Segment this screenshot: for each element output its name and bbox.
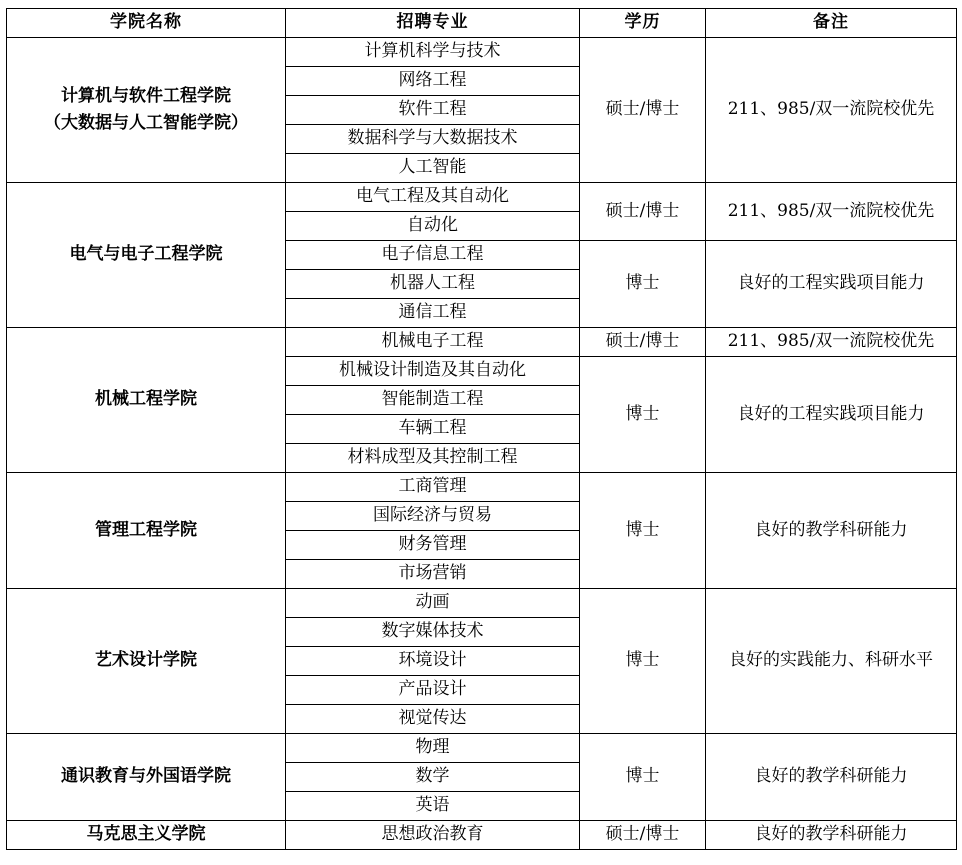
college-name-marxism: 马克思主义学院 <box>7 821 286 850</box>
degree-cell: 博士 <box>580 241 706 328</box>
college-name-line2: （大数据与人工智能学院） <box>44 113 248 133</box>
major-cell: 自动化 <box>286 212 580 241</box>
major-cell: 视觉传达 <box>286 705 580 734</box>
major-cell: 机器人工程 <box>286 270 580 299</box>
college-name-general-education: 通识教育与外国语学院 <box>7 734 286 821</box>
remark-cell: 211、985/双一流院校优先 <box>706 38 957 183</box>
degree-cell: 硕士/博士 <box>580 38 706 183</box>
remark-cell: 211、985/双一流院校优先 <box>706 328 957 357</box>
degree-cell: 硕士/博士 <box>580 821 706 850</box>
major-cell: 数学 <box>286 763 580 792</box>
header-remark: 备注 <box>706 9 957 38</box>
major-cell: 电子信息工程 <box>286 241 580 270</box>
table-row <box>7 734 957 763</box>
major-cell: 网络工程 <box>286 67 580 96</box>
major-cell: 机械电子工程 <box>286 328 580 357</box>
major-cell: 财务管理 <box>286 531 580 560</box>
degree-cell: 博士 <box>580 357 706 473</box>
major-cell: 车辆工程 <box>286 415 580 444</box>
major-cell: 人工智能 <box>286 154 580 183</box>
major-cell: 工商管理 <box>286 473 580 502</box>
major-cell: 动画 <box>286 589 580 618</box>
degree-cell: 硕士/博士 <box>580 183 706 241</box>
major-cell: 数据科学与大数据技术 <box>286 125 580 154</box>
table-row <box>7 38 957 67</box>
major-cell: 计算机科学与技术 <box>286 38 580 67</box>
remark-cell: 良好的工程实践项目能力 <box>706 241 957 328</box>
college-name-art: 艺术设计学院 <box>7 589 286 734</box>
table-row <box>7 589 957 618</box>
major-cell: 材料成型及其控制工程 <box>286 444 580 473</box>
header-row <box>7 9 957 38</box>
table-row <box>7 328 957 357</box>
remark-cell: 良好的实践能力、科研水平 <box>706 589 957 734</box>
college-name-management: 管理工程学院 <box>7 473 286 589</box>
college-name-electrical: 电气与电子工程学院 <box>7 183 286 328</box>
remark-cell: 211、985/双一流院校优先 <box>706 183 957 241</box>
header-major: 招聘专业 <box>286 9 580 38</box>
remark-cell: 良好的教学科研能力 <box>706 473 957 589</box>
major-cell: 电气工程及其自动化 <box>286 183 580 212</box>
table-row <box>7 473 957 502</box>
major-cell: 物理 <box>286 734 580 763</box>
remark-cell: 良好的工程实践项目能力 <box>706 357 957 473</box>
major-cell: 国际经济与贸易 <box>286 502 580 531</box>
major-cell: 环境设计 <box>286 647 580 676</box>
header-college: 学院名称 <box>7 9 286 38</box>
table-row <box>7 821 957 850</box>
college-name-mechanical: 机械工程学院 <box>7 328 286 473</box>
degree-cell: 博士 <box>580 473 706 589</box>
degree-cell: 硕士/博士 <box>580 328 706 357</box>
remark-cell: 良好的教学科研能力 <box>706 821 957 850</box>
remark-cell: 良好的教学科研能力 <box>706 734 957 821</box>
major-cell: 智能制造工程 <box>286 386 580 415</box>
major-cell: 市场营销 <box>286 560 580 589</box>
major-cell: 软件工程 <box>286 96 580 125</box>
major-cell: 数字媒体技术 <box>286 618 580 647</box>
college-name-computer <box>7 38 286 183</box>
recruitment-table <box>6 8 957 850</box>
degree-cell: 博士 <box>580 589 706 734</box>
major-cell: 思想政治教育 <box>286 821 580 850</box>
header-degree: 学历 <box>580 9 706 38</box>
major-cell: 英语 <box>286 792 580 821</box>
table-row <box>7 183 957 212</box>
degree-cell: 博士 <box>580 734 706 821</box>
major-cell: 产品设计 <box>286 676 580 705</box>
major-cell: 通信工程 <box>286 299 580 328</box>
major-cell: 机械设计制造及其自动化 <box>286 357 580 386</box>
college-name-line1: 计算机与软件工程学院 <box>61 85 231 106</box>
